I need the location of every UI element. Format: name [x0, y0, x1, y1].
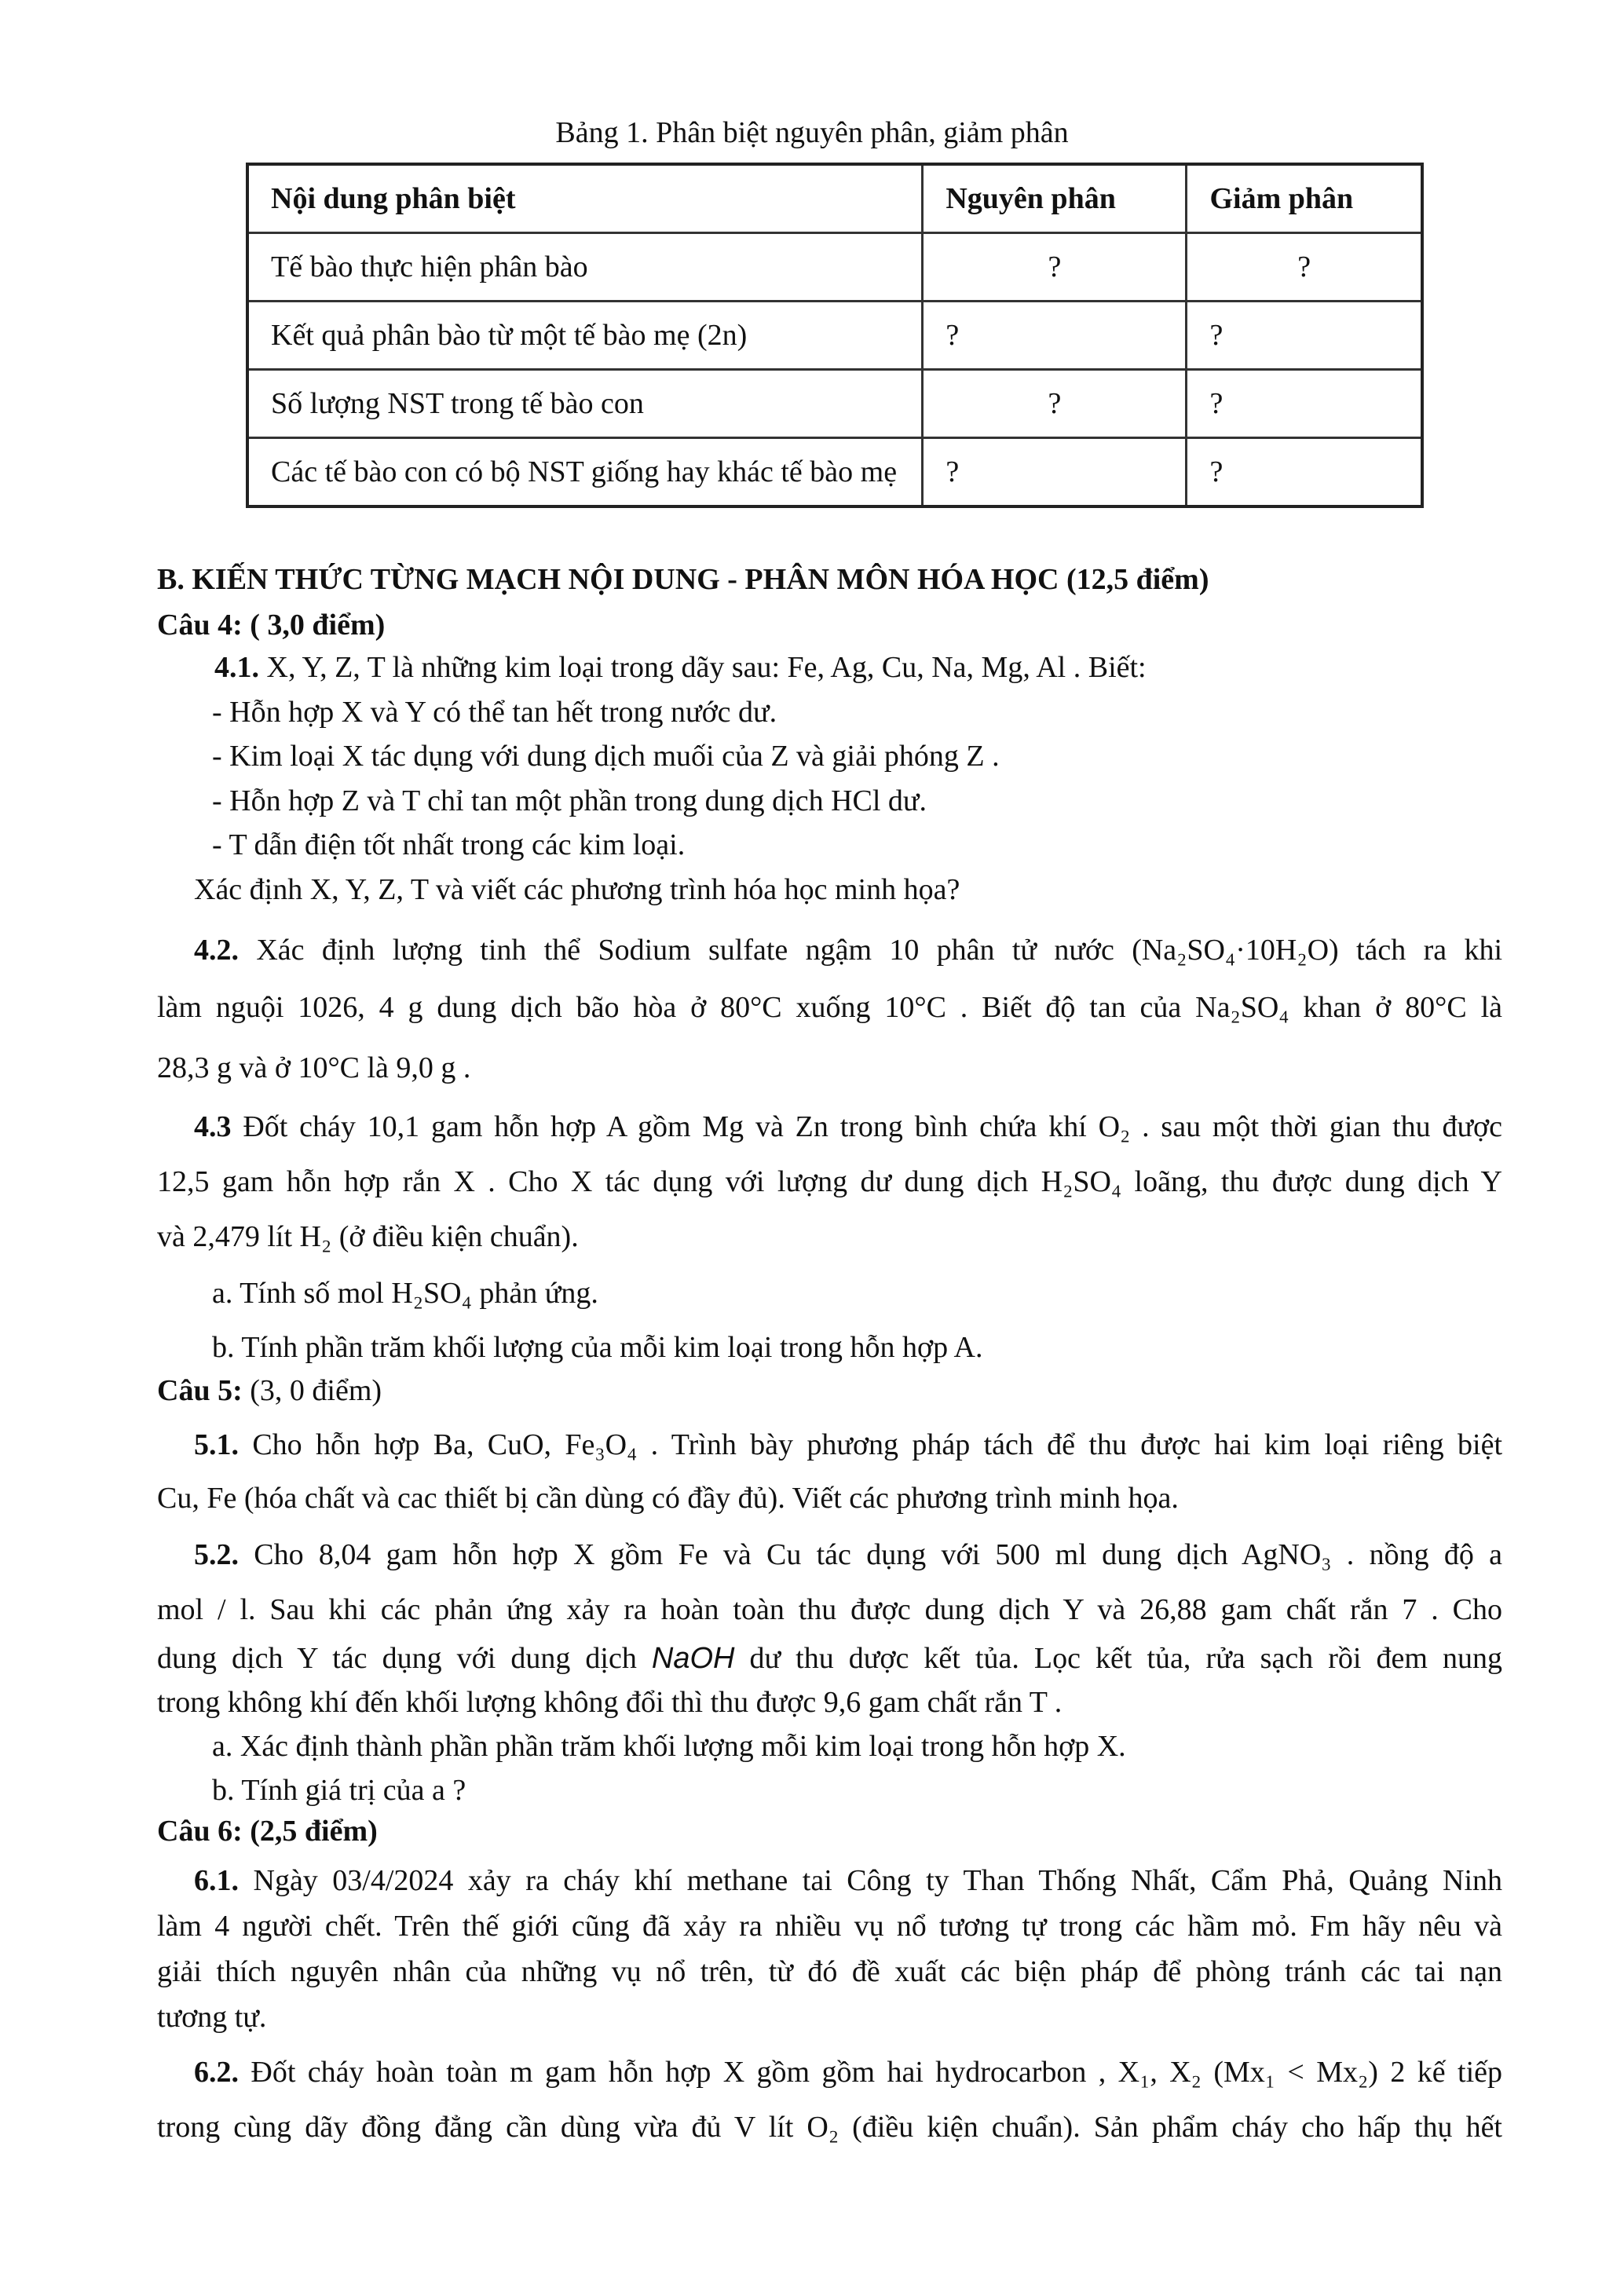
paragraph-line: 12,5 gam hỗn hợp rắn X . Cho X tác dụng với lượng dư dung dịch H₂SO₄ loãng, thu được dung dịch Y — [157, 1165, 1502, 1198]
comparison-table — [246, 163, 1424, 508]
paragraph-line — [194, 1535, 1502, 1574]
paragraph-line — [194, 1861, 1502, 1900]
paragraph-text: dư thu dược kết tủa. Lọc kết tủa, rửa sạch rồi đem nung — [749, 1642, 1502, 1675]
question-title: Câu 6: (2,5 điểm) — [157, 1815, 378, 1848]
paragraph-line: mol / l. Sau khi các phản ứng xảy ra hoàn toàn thu được dung dịch Y và 26,88 gam chất rắn 7 . Cho — [157, 1593, 1502, 1626]
table-cell: Các tế bào con có bộ NST giống hay khác tế bào mẹ — [247, 438, 923, 507]
question-title-line — [157, 1371, 382, 1410]
table-header: Nguyên phân — [923, 164, 1187, 233]
question-title: Câu 4: ( 3,0 điểm) — [157, 609, 386, 642]
paragraph-line: trong cùng dãy đồng đẳng cần dùng vừa đủ V lít O₂ (điều kiện chuẩn). Sản phẩm cháy cho hấp thụ hết — [157, 2111, 1502, 2144]
table-row — [247, 370, 1422, 438]
table-header: Nội dung phân biệt — [247, 164, 923, 233]
part-label: 6.1. — [194, 1864, 239, 1897]
part-label: 5.2. — [194, 1538, 239, 1571]
question-title: Câu 5: — [157, 1374, 243, 1407]
paragraph-text: Ngày 03/4/2024 xảy ra cháy khí methane tai Công ty Than Thống Nhất, Cẩm Phả, Quảng Ninh — [253, 1864, 1503, 1897]
paragraph-line — [194, 930, 1502, 970]
table-cell: ? — [1187, 370, 1422, 438]
question-line: Xác định X, Y, Z, T và viết các phương trình hóa học minh họa? — [194, 873, 960, 906]
paragraph-text: Cho hỗn hợp Ba, CuO, Fe₃O₄ . Trình bày phương pháp tách để thu được hai kim loại riêng biệt — [252, 1428, 1502, 1461]
table-caption: Bảng 1. Phân biệt nguyên phân, giảm phân — [555, 116, 1069, 149]
table-cell: Tế bào thực hiện phân bào — [247, 233, 923, 302]
part-label: 6.2. — [194, 2056, 239, 2089]
sub-question: b. Tính giá trị của a ? — [212, 1774, 466, 1807]
part-label: 5.1. — [194, 1428, 239, 1461]
paragraph-line: và 2,479 lít H₂ (ở điều kiện chuẩn). — [157, 1220, 579, 1253]
paragraph-line — [214, 648, 1147, 687]
table-cell: ? — [923, 302, 1187, 370]
paragraph-line: 28,3 g và ở 10°C là 9,0 g . — [157, 1051, 471, 1084]
paragraph-line: giải thích nguyên nhân của những vụ nổ trên, từ đó đề xuất các biện pháp để phòng tránh các tai nạn — [157, 1955, 1502, 1988]
bullet-line: - Hỗn hợp X và Y có thể tan hết trong nước dư. — [212, 696, 777, 729]
sub-question: a. Xác định thành phần phần trăm khối lượng mỗi kim loại trong hỗn hợp X. — [212, 1730, 1126, 1763]
paragraph-line: làm nguội 1026, 4 g dung dịch bão hòa ở 80°C xuống 10°C . Biết độ tan của Na₂SO₄ khan ở 80°C là — [157, 991, 1502, 1024]
table-header-row — [247, 164, 1422, 233]
paragraph-line: làm 4 người chết. Trên thế giới cũng đã xảy ra nhiều vụ nổ tương tự trong các hầm mỏ. Fm hãy nêu và — [157, 1910, 1502, 1943]
paragraph-text: Xác định lượng tinh thể Sodium sulfate ngậm 10 phân tử nước (Na₂SO₄·10H₂O) tách ra khi — [256, 934, 1503, 967]
question-score: (3, 0 điểm) — [250, 1374, 382, 1407]
table-cell: ? — [923, 438, 1187, 507]
table-cell: ? — [1187, 438, 1422, 507]
table-cell: Số lượng NST trong tế bào con — [247, 370, 923, 438]
paragraph-line — [194, 1107, 1502, 1146]
table-header: Giảm phân — [1187, 164, 1422, 233]
table-cell: ? — [1187, 233, 1422, 302]
table-cell: ? — [1187, 302, 1422, 370]
part-label: 4.2. — [194, 934, 239, 967]
paragraph-line — [157, 1639, 1502, 1678]
paragraph-line: trong không khí đến khối lượng không đổi thì thu được 9,6 gam chất rắn T . — [157, 1686, 1063, 1719]
section-heading: B. KIẾN THỨC TỪNG MẠCH NỘI DUNG - PHÂN MÔN HÓA HỌC (12,5 điểm) — [157, 563, 1209, 596]
table-cell: ? — [923, 233, 1187, 302]
part-label: 4.1. — [214, 651, 259, 684]
paragraph-text: X, Y, Z, T là những kim loại trong dãy sau: Fe, Ag, Cu, Na, Mg, Al . Biết: — [266, 651, 1147, 684]
paragraph-line: Cu, Fe (hóa chất và cac thiết bị cần dùng có đầy đủ). Viết các phương trình minh họa. — [157, 1482, 1179, 1515]
table-cell: Kết quả phân bào từ một tế bào mẹ (2n) — [247, 302, 923, 370]
table-row — [247, 233, 1422, 302]
paragraph-text: dung dịch Y tác dụng với dung dịch — [157, 1642, 637, 1675]
bullet-line: - Kim loại X tác dụng với dung dịch muối của Z và giải phóng Z . — [212, 740, 1000, 773]
formula-naoh: NaOH — [651, 1642, 735, 1675]
bullet-line: - Hỗn hợp Z và T chỉ tan một phần trong dung dịch HCl dư. — [212, 784, 927, 817]
table-cell: ? — [923, 370, 1187, 438]
paragraph-text: Đốt cháy hoàn toàn m gam hỗn hợp X gồm gồm hai hydrocarbon , X₁, X₂ (Mx₁ < Mx₂) 2 kế tiếp — [251, 2056, 1502, 2089]
sub-question: b. Tính phần trăm khối lượng của mỗi kim loại trong hỗn hợp A. — [212, 1331, 983, 1364]
paragraph-text: Đốt cháy 10,1 gam hỗn hợp A gồm Mg và Zn trong bình chứa khí O₂ . sau một thời gian thu được — [243, 1110, 1503, 1143]
paragraph-line — [194, 2053, 1502, 2092]
table-row — [247, 438, 1422, 507]
part-label: 4.3 — [194, 1110, 232, 1143]
bullet-line: - T dẫn điện tốt nhất trong các kim loại. — [212, 828, 686, 861]
table-row — [247, 302, 1422, 370]
paragraph-line — [194, 1425, 1502, 1464]
paragraph-line: tương tự. — [157, 2001, 267, 2034]
sub-question: a. Tính số mol H₂SO₄ phản ứng. — [212, 1277, 598, 1310]
paragraph-text: Cho 8,04 gam hỗn hợp X gồm Fe và Cu tác dụng với 500 ml dung dịch AgNO₃ . nồng độ a — [254, 1538, 1503, 1571]
